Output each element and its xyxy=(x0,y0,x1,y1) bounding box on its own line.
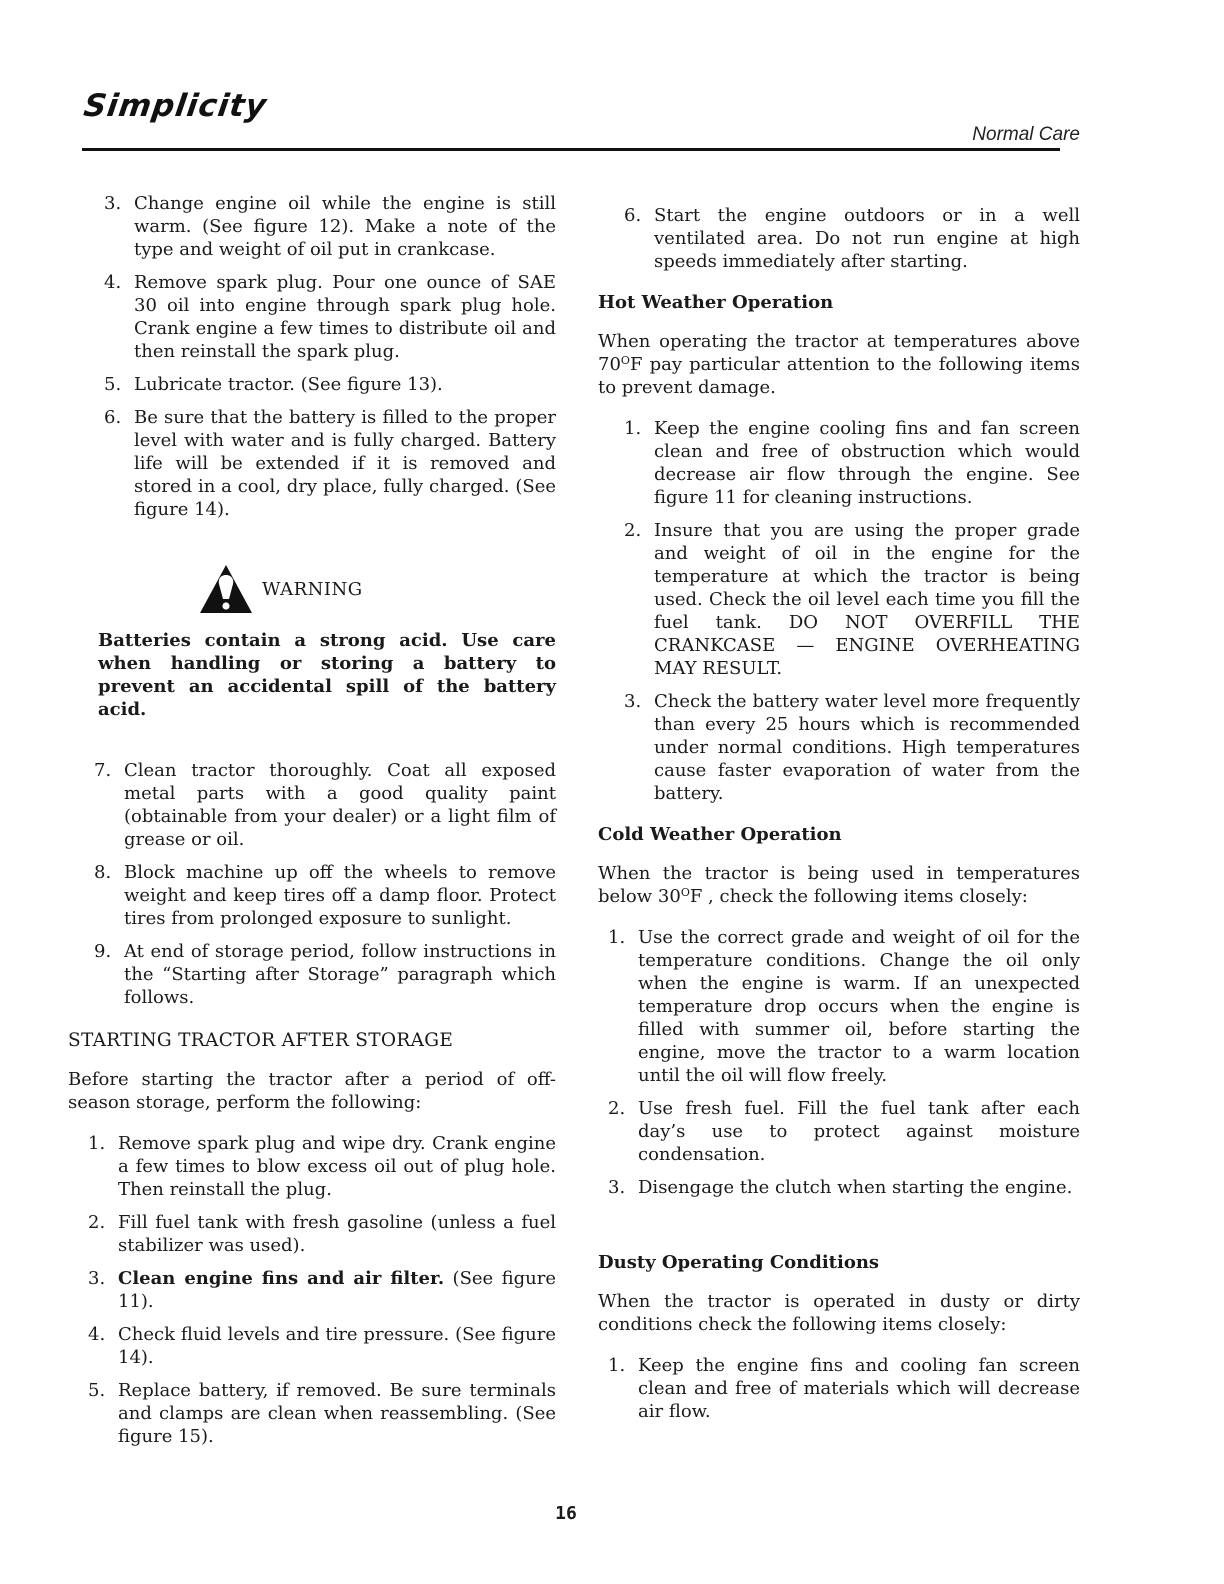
warning-label: WARNING xyxy=(262,578,363,600)
warning-header xyxy=(198,563,556,615)
hot-weather-intro: When operating the tractor at temperatures above $70^OF$ pay particular attention to the following items to prevent damage. xyxy=(598,331,1080,398)
list-item: 5. Lubricate tractor. (See figure 13). xyxy=(104,374,443,395)
left-column xyxy=(68,192,556,1458)
list-item: 9. At end of storage period, follow instructions in the “Starting after Storage” paragraph which follows. xyxy=(94,941,556,1008)
after-storage-heading: STARTING TRACTOR AFTER STORAGE xyxy=(68,1030,454,1051)
brand-logo: Simplicity xyxy=(81,88,270,124)
list-item: 1. Remove spark plug and wipe dry. Crank engine a few times to blow excess oil out of plug hole. Then reinstall the plug. xyxy=(88,1133,556,1200)
after-storage-list-continued xyxy=(588,204,1080,273)
list-item: 1. Keep the engine fins and cooling fan screen clean and free of materials which will decrease air flow. xyxy=(608,1355,1080,1422)
list-item: 6. Start the engine outdoors or in a well ventilated area. Do not run engine at high speeds immediately after starting. xyxy=(624,205,1080,272)
dusty-conditions-heading: Dusty Operating Conditions xyxy=(598,1252,880,1273)
list-item: 2. Insure that you are using the proper grade and weight of oil in the engine for the temperature at which the tractor is being used. Check the oil level each time you fill the fuel tank. DO NOT OVERFILL THE CRANKCASE — ENGINE OVERHEATING MAY RESULT. xyxy=(624,520,1080,679)
cold-weather-intro: When the tractor is being used in temperatures below $30^OF$ , check the following items closely: xyxy=(598,863,1080,907)
right-column xyxy=(588,204,1080,1433)
page-number: 16 xyxy=(555,1503,577,1524)
list-item: 7. Clean tractor thoroughly. Coat all exposed metal parts with a good quality paint (obtainable from your dealer) or a light film of grease or oil. xyxy=(94,760,556,850)
list-item: 3. Change engine oil while the engine is still warm. (See figure 12). Make a note of the type and weight of oil put in crankcase. xyxy=(104,193,556,260)
hot-weather-heading: Hot Weather Operation xyxy=(598,292,834,313)
list-item: 3. Clean engine fins and air filter. (See figure 11). xyxy=(88,1268,557,1312)
after-storage-intro: Before starting the tractor after a period of off-season storage, perform the following: xyxy=(68,1069,556,1113)
storage-list-b xyxy=(68,759,556,1009)
list-item: 2. Fill fuel tank with fresh gasoline (unless a fuel stabilizer was used). xyxy=(88,1212,556,1256)
list-item: 2. Use fresh fuel. Fill the fuel tank after each day’s use to protect against moisture condensation. xyxy=(608,1098,1080,1165)
list-item: 6. Be sure that the battery is filled to the proper level with water and is fully charged. Battery life will be extended if it is removed and stored in a cool, dry place, fully charged. (See figure 14). xyxy=(104,407,556,520)
list-item: 4. Remove spark plug. Pour one ounce of SAE 30 oil into engine through spark plug hole. Crank engine a few times to distribute oil and then reinstall the spark plug. xyxy=(104,272,556,362)
dusty-conditions-intro: When the tractor is operated in dusty or dirty conditions check the following items closely: xyxy=(598,1291,1080,1335)
cold-weather-list xyxy=(588,926,1080,1199)
list-item: 4. Check fluid levels and tire pressure. (See figure 14). xyxy=(88,1324,556,1368)
list-item: 8. Block machine up off the wheels to remove weight and keep tires off a damp floor. Protect tires from prolonged exposure to sunlight. xyxy=(94,862,556,929)
warning-text: Batteries contain a strong acid. Use care when handling or storing a battery to prevent an accidental spill of the battery acid. xyxy=(98,630,556,720)
list-item: 1. Keep the engine cooling fins and fan screen clean and free of obstruction which would decrease air flow through the engine. See figure 11 for cleaning instructions. xyxy=(624,418,1080,508)
list-item: 3. Disengage the clutch when starting the engine. xyxy=(608,1177,1073,1198)
after-storage-list xyxy=(68,1132,556,1448)
dusty-conditions-list xyxy=(588,1354,1080,1423)
hot-weather-list xyxy=(588,417,1080,805)
storage-list-a xyxy=(68,192,556,521)
cold-weather-heading: Cold Weather Operation xyxy=(598,824,842,845)
list-item: 3. Check the battery water level more frequently than every 25 hours which is recommended under normal conditions. High temperatures cause faster evaporation of water from the battery. xyxy=(624,691,1080,804)
list-item: 1. Use the correct grade and weight of oil for the temperature conditions. Change the oil only when the engine is warm. If an unexpected temperature drop occurs when the engine is filled with summer oil, before starting the engine, move the tractor to a warm location until the oil will flow freely. xyxy=(608,927,1080,1086)
list-item: 5. Replace battery, if removed. Be sure terminals and clamps are clean when reassembling. (See figure 15). xyxy=(88,1380,556,1447)
header-rule xyxy=(82,148,1060,151)
warning-icon xyxy=(198,563,254,615)
section-title: Normal Care xyxy=(972,124,1080,145)
